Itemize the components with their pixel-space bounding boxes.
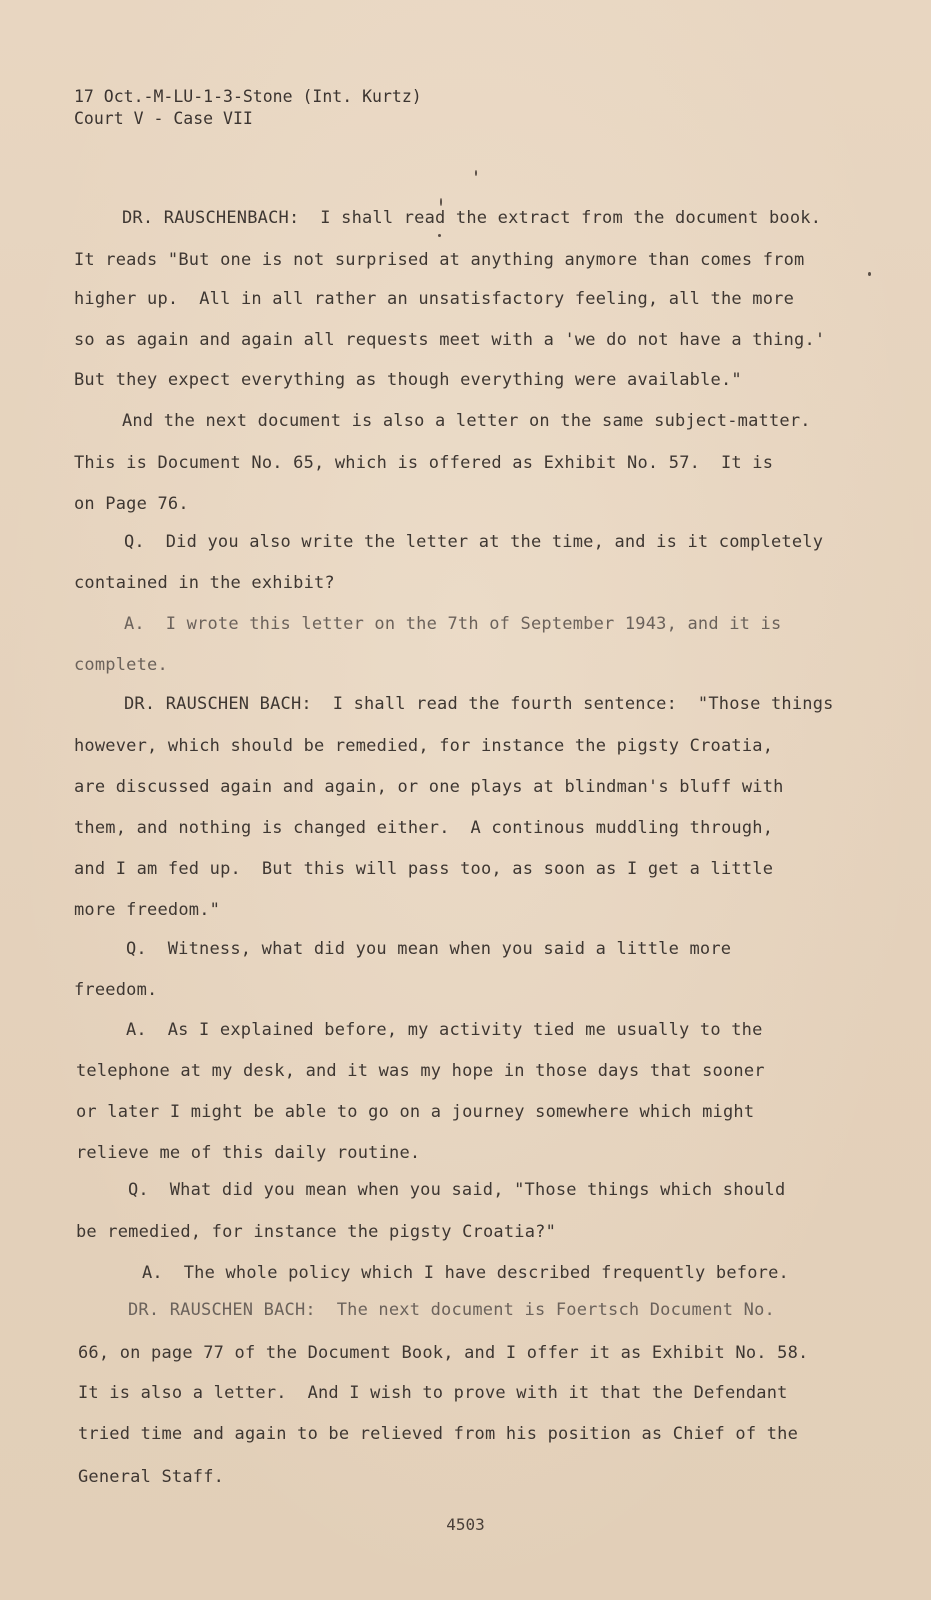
header-reference-line: 17 Oct.-M-LU-1-3-Stone (Int. Kurtz)	[74, 87, 422, 106]
body-line: are discussed again and again, or one plays at blindman's bluff with	[74, 777, 784, 797]
body-line: on Page 76.	[74, 494, 189, 514]
body-line: DR. RAUSCHEN BACH: I shall read the fourth sentence: "Those things	[124, 694, 834, 714]
body-line: so as again and again all requests meet with a 'we do not have a thing.'	[74, 330, 826, 350]
body-line: Q. Witness, what did you mean when you said a little more	[126, 939, 732, 959]
body-line: This is Document No. 65, which is offered as Exhibit No. 57. It is	[74, 453, 774, 473]
document-header	[74, 86, 422, 130]
body-line: freedom.	[74, 980, 158, 1000]
body-line: It is also a letter. And I wish to prove with it that the Defendant	[78, 1383, 788, 1403]
body-line: be remedied, for instance the pigsty Croatia?"	[76, 1222, 557, 1242]
body-line: and I am fed up. But this will pass too, as soon as I get a little	[74, 859, 774, 879]
body-line: And the next document is also a letter on the same subject-matter.	[122, 411, 811, 431]
header-court-line: Court V - Case VII	[74, 109, 253, 128]
body-line: DR. RAUSCHEN BACH: The next document is Foertsch Document No.	[128, 1300, 775, 1320]
body-line: telephone at my desk, and it was my hope in those days that sooner	[76, 1061, 765, 1081]
ink-mark	[475, 170, 477, 176]
body-line: Q. What did you mean when you said, "Those things which should	[128, 1180, 786, 1200]
body-line: tried time and again to be relieved from his position as Chief of the	[78, 1424, 799, 1444]
body-line: more freedom."	[74, 900, 221, 920]
body-line: General Staff.	[78, 1467, 225, 1487]
body-line: But they expect everything as though everything were available."	[74, 370, 742, 390]
body-line: higher up. All in all rather an unsatisfactory feeling, all the more	[74, 289, 795, 309]
body-line: complete.	[74, 655, 168, 675]
body-line: them, and nothing is changed either. A continous muddling through,	[74, 818, 774, 838]
ink-mark	[868, 272, 871, 276]
body-line: relieve me of this daily routine.	[76, 1143, 421, 1163]
ink-mark	[440, 198, 442, 206]
body-line: however, which should be remedied, for instance the pigsty Croatia,	[74, 736, 774, 756]
body-line: It reads "But one is not surprised at anything anymore than comes from	[74, 250, 805, 270]
body-line: or later I might be able to go on a journey somewhere which might	[76, 1102, 755, 1122]
body-line: DR. RAUSCHENBACH: I shall read the extract from the document book.	[122, 208, 822, 228]
body-line: A. The whole policy which I have described frequently before.	[142, 1263, 789, 1283]
body-line: contained in the exhibit?	[74, 573, 335, 593]
body-line: A. I wrote this letter on the 7th of September 1943, and it is	[124, 614, 782, 634]
page-number: 4503	[446, 1515, 485, 1534]
ink-mark	[438, 234, 441, 237]
body-line: 66, on page 77 of the Document Book, and I offer it as Exhibit No. 58.	[78, 1343, 809, 1363]
body-line: A. As I explained before, my activity tied me usually to the	[126, 1020, 763, 1040]
body-line: Q. Did you also write the letter at the time, and is it completely	[124, 532, 824, 552]
